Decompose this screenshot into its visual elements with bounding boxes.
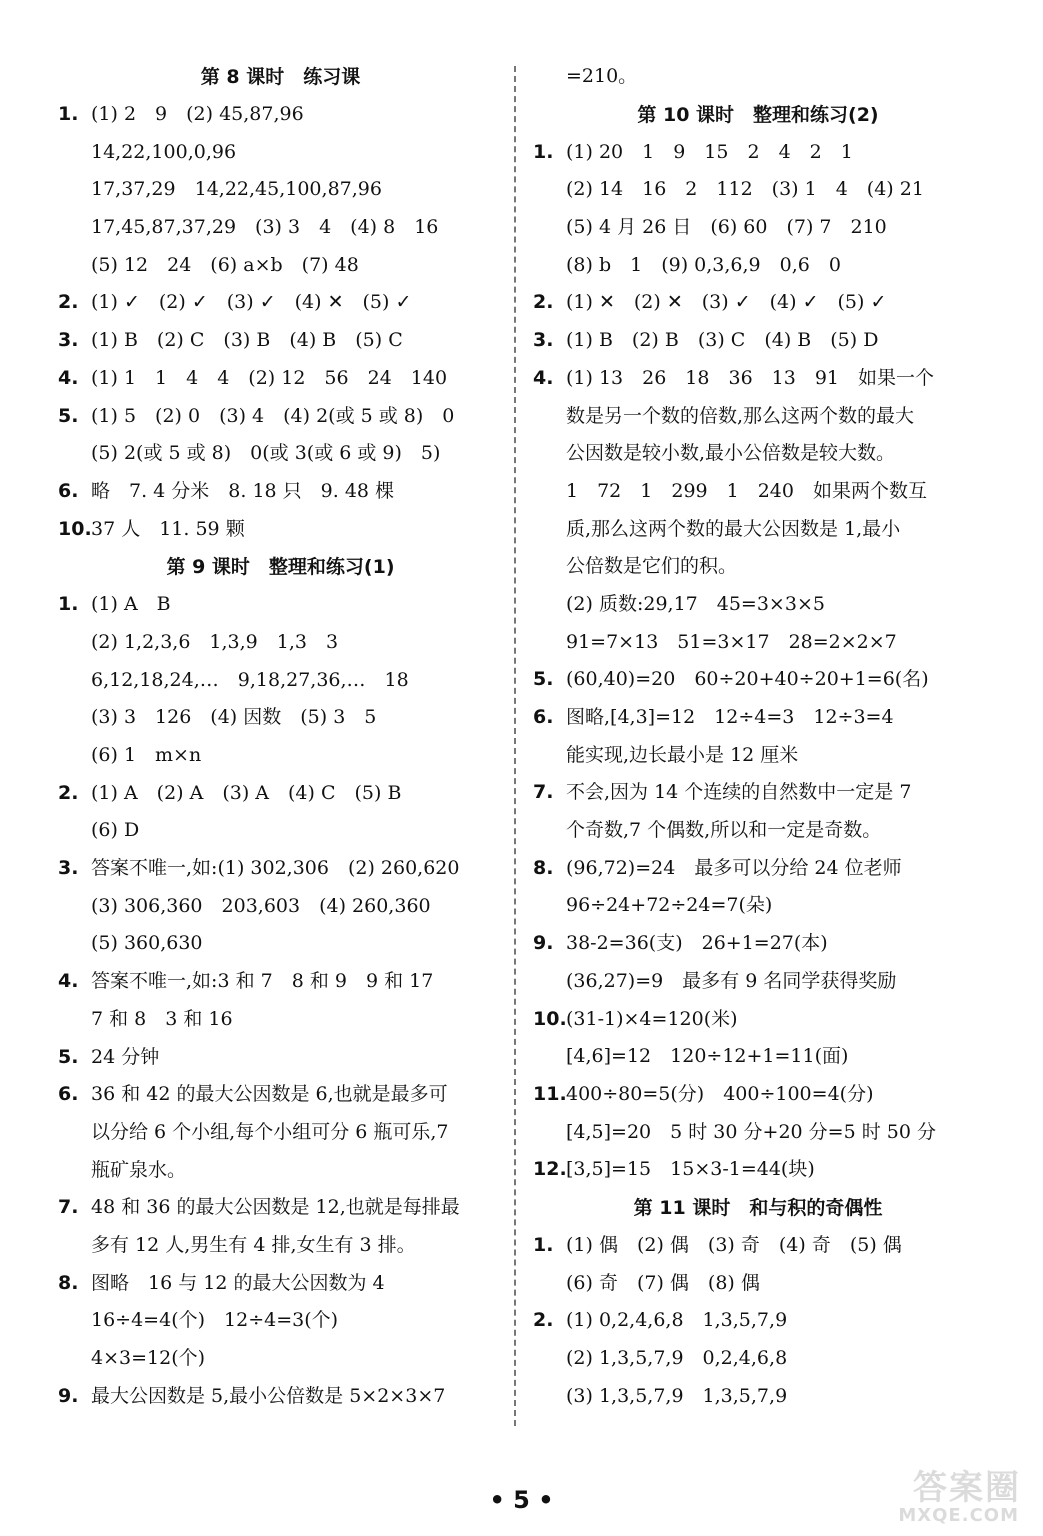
watermark-logo [854, 1458, 1029, 1528]
question-number: 9. [58, 1384, 79, 1407]
page-number: • 5 • [489, 1486, 554, 1514]
answer-line [58, 247, 503, 285]
answer-line [533, 209, 983, 247]
question-number: 11. [533, 1082, 567, 1105]
column-divider [514, 66, 516, 1426]
answer-line [533, 1302, 983, 1340]
answer-text: 4×3=12(个) [91, 1347, 206, 1369]
answer-text: (5) 360,630 [91, 932, 203, 955]
answer-text: (5) 4 月 26 日 (6) 60 (7) 7 210 [566, 216, 887, 239]
answer-text: 答案不唯一,如:3 和 7 8 和 9 9 和 17 [91, 970, 434, 993]
question-number: 6. [58, 1083, 79, 1106]
answer-text: 最大公因数是 5,最小公倍数是 5×2×3×7 [91, 1384, 446, 1407]
answer-line [58, 925, 503, 963]
watermark-url: MXQE.COM [898, 1505, 1019, 1526]
section-heading: 第 8 课时 练习课 [200, 66, 361, 88]
answer-line [58, 1189, 503, 1227]
question-number: 10. [58, 517, 92, 540]
question-number: 1. [533, 140, 554, 163]
answer-line [58, 322, 503, 360]
answer-text: 17,37,29 14,22,45,100,87,96 [91, 178, 382, 201]
answer-text: (8) b 1 (9) 0,3,6,9 0,6 0 [566, 253, 841, 276]
answer-line [533, 1151, 983, 1189]
question-number: 12. [533, 1158, 567, 1181]
question-number: 2. [533, 291, 554, 314]
answer-line [58, 435, 503, 473]
answer-line [58, 360, 503, 398]
answer-line [533, 586, 983, 624]
answer-line [533, 925, 983, 963]
answer-text: 37 人 11. 59 颗 [91, 517, 245, 540]
answer-line [58, 850, 503, 888]
question-number: 5. [58, 404, 79, 427]
answer-line [533, 699, 983, 737]
answer-text: 图略,[4,3]=12 12÷4=3 12÷3=4 [566, 706, 894, 728]
answer-line [533, 661, 983, 699]
answer-line [533, 171, 983, 209]
answer-text: (1) ✓ (2) ✓ (3) ✓ (4) ✕ (5) ✓ [91, 291, 412, 314]
question-number: 7. [533, 781, 554, 804]
answer-line [533, 963, 983, 1001]
answer-text: 91=7×13 51=3×17 28=2×2×7 [566, 630, 897, 653]
answer-text: 6,12,18,24,… 9,18,27,36,… 18 [91, 668, 409, 691]
answer-text: 24 分钟 [91, 1045, 160, 1068]
answer-line [533, 548, 983, 586]
answer-line [533, 58, 983, 96]
answer-text: [4,6]=12 120÷12+1=11(面) [566, 1045, 849, 1068]
answer-text: 多有 12 人,男生有 4 排,女生有 3 排。 [91, 1233, 416, 1256]
answer-text: (1) 20 1 9 15 2 4 2 1 [566, 140, 853, 163]
answer-line [58, 624, 503, 662]
answer-text: (1) 13 26 18 36 13 91 如果一个 [566, 366, 935, 389]
question-number: 2. [58, 291, 79, 314]
answer-text: =210。 [566, 65, 638, 87]
answer-text: [3,5]=15 15×3-1=44(块) [566, 1158, 815, 1181]
answer-text: 96÷24+72÷24=7(朵) [566, 894, 773, 917]
answer-text: (5) 12 24 (6) a×b (7) 48 [91, 253, 359, 276]
question-number: 9. [533, 932, 554, 955]
answer-line [533, 247, 983, 285]
answer-line [58, 586, 503, 624]
answer-text: (6) 1 m×n [91, 744, 202, 766]
answer-line [533, 473, 983, 511]
answer-line [533, 624, 983, 662]
answer-line [58, 1152, 503, 1190]
answer-text: (1) A B [91, 593, 171, 616]
answer-text: 答案不唯一,如:(1) 302,306 (2) 260,620 [91, 857, 460, 880]
answer-line [533, 1001, 983, 1039]
question-number: 7. [58, 1196, 79, 1219]
section-heading: 第 9 课时 整理和练习(1) [166, 556, 395, 579]
answer-line [58, 1378, 503, 1416]
answer-text: 质,那么这两个数的最大公因数是 1,最小 [566, 517, 901, 540]
answer-text: 400÷80=5(分) 400÷100=4(分) [566, 1082, 874, 1105]
section-heading: 第 10 课时 整理和练习(2) [637, 103, 879, 126]
answer-line [533, 1227, 983, 1265]
answer-line [58, 1001, 503, 1039]
answer-line [533, 887, 983, 925]
answer-line [533, 511, 983, 549]
answer-text: (1) A (2) A (3) A (4) C (5) B [91, 781, 402, 804]
question-number: 2. [58, 781, 79, 804]
question-number: 5. [58, 1045, 79, 1068]
answer-text: (2) 1,2,3,6 1,3,9 1,3 3 [91, 630, 339, 653]
answer-line [58, 1076, 503, 1114]
answer-text: (2) 质数:29,17 45=3×3×5 [566, 592, 825, 615]
answer-text: 36 和 42 的最大公因数是 6,也就是最多可 [91, 1083, 448, 1106]
answer-line [58, 775, 503, 813]
answer-text: (1) 0,2,4,6,8 1,3,5,7,9 [566, 1309, 788, 1332]
answer-text: (1) B (2) B (3) C (4) B (5) D [566, 329, 879, 352]
answer-line [58, 134, 503, 172]
answer-line [58, 473, 503, 511]
question-number: 6. [533, 706, 554, 728]
answer-text: (36,27)=9 最多有 9 名同学获得奖励 [566, 969, 897, 992]
question-number: 1. [533, 1233, 554, 1256]
answer-text: (3) 3 126 (4) 因数 (5) 3 5 [91, 706, 377, 729]
answer-line [58, 171, 503, 209]
answer-text: 16÷4=4(个) 12÷4=3(个) [91, 1309, 339, 1332]
answer-text: (60,40)=20 60÷20+40÷20+1=6(名) [566, 668, 929, 691]
answer-line [58, 888, 503, 926]
question-number: 1. [58, 103, 79, 125]
answer-text: (1) ✕ (2) ✕ (3) ✓ (4) ✓ (5) ✓ [566, 291, 887, 314]
right-column [533, 58, 983, 1415]
answer-line [58, 1302, 503, 1340]
answer-line [58, 1227, 503, 1265]
answer-text: 数是另一个数的倍数,那么这两个数的最大 [566, 404, 915, 427]
answer-text: (96,72)=24 最多可以分给 24 位老师 [566, 856, 902, 879]
answer-line [533, 1265, 983, 1303]
answer-text: (5) 2(或 5 或 8) 0(或 3(或 6 或 9) 5) [91, 442, 441, 465]
answer-text: (1) B (2) C (3) B (4) B (5) C [91, 329, 403, 352]
answer-text: (1) 偶 (2) 偶 (3) 奇 (4) 奇 (5) 偶 [566, 1233, 902, 1256]
answer-line [533, 1340, 983, 1378]
question-number: 8. [58, 1271, 79, 1294]
answer-text: 公倍数是它们的积。 [566, 555, 738, 578]
answer-text: 17,45,87,37,29 (3) 3 4 (4) 8 16 [91, 216, 439, 239]
answer-text: (3) 1,3,5,7,9 1,3,5,7,9 [566, 1384, 788, 1407]
watermark-text: 答案圈 [913, 1468, 1021, 1508]
answer-text: [4,5]=20 5 时 30 分+20 分=5 时 50 分 [566, 1120, 936, 1143]
question-number: 8. [533, 856, 554, 879]
answer-line [533, 1378, 983, 1416]
answer-line [58, 963, 503, 1001]
answer-line [58, 1114, 503, 1152]
answer-text: 48 和 36 的最大公因数是 12,也就是每排最 [91, 1196, 460, 1219]
question-number: 4. [58, 970, 79, 993]
answer-text: (6) 奇 (7) 偶 (8) 偶 [566, 1271, 760, 1294]
question-number: 10. [533, 1007, 567, 1030]
answer-text: 不会,因为 14 个连续的自然数中一定是 7 [566, 781, 912, 804]
answer-text: 图略 16 与 12 的最大公因数为 4 [91, 1271, 385, 1294]
answer-text: 14,22,100,0,96 [91, 140, 237, 163]
question-number: 3. [533, 329, 554, 352]
answer-text: 略 7. 4 分米 8. 18 只 9. 48 棵 [91, 479, 395, 502]
question-number: 5. [533, 668, 554, 691]
answer-line [533, 398, 983, 436]
answer-text: (1) 5 (2) 0 (3) 4 (4) 2(或 5 或 8) 0 [91, 404, 455, 427]
answer-text: 能实现,边长最小是 12 厘米 [566, 743, 799, 766]
answer-text: (2) 14 16 2 112 (3) 1 4 (4) 21 [566, 178, 924, 201]
question-number: 1. [58, 593, 79, 616]
answer-text: (6) D [91, 819, 140, 842]
answer-line [533, 737, 983, 775]
question-number: 4. [533, 366, 554, 389]
answer-line [533, 360, 983, 398]
answer-line [58, 699, 503, 737]
answer-line [58, 812, 503, 850]
left-column [58, 58, 503, 1415]
answer-text: (2) 1,3,5,7,9 0,2,4,6,8 [566, 1347, 788, 1369]
answer-line [58, 1039, 503, 1077]
question-number: 4. [58, 366, 79, 389]
answer-line [533, 1076, 983, 1114]
answer-line [533, 322, 983, 360]
answer-line [58, 511, 503, 549]
answer-text: (31-1)×4=120(米) [566, 1007, 738, 1030]
question-number: 2. [533, 1309, 554, 1332]
answer-text: 以分给 6 个小组,每个小组可分 6 瓶可乐,7 [91, 1120, 449, 1143]
answer-line [58, 1265, 503, 1303]
answer-text: 1 72 1 299 1 240 如果两个数互 [566, 479, 927, 502]
answer-text: 7 和 8 3 和 16 [91, 1007, 233, 1030]
answer-text: (1) 2 9 (2) 45,87,96 [91, 103, 304, 125]
answer-line [533, 1114, 983, 1152]
answer-line [58, 398, 503, 436]
answer-text: 个奇数,7 个偶数,所以和一定是奇数。 [566, 819, 882, 842]
answer-line [533, 1038, 983, 1076]
answer-line [533, 774, 983, 812]
answer-line [58, 284, 503, 322]
answer-line [533, 284, 983, 322]
answer-line [533, 812, 983, 850]
question-number: 3. [58, 329, 79, 352]
answer-line [58, 209, 503, 247]
section-heading: 第 11 课时 和与积的奇偶性 [633, 1196, 883, 1219]
answer-line [58, 96, 503, 134]
answer-line [533, 850, 983, 888]
answer-text: (1) 1 1 4 4 (2) 12 56 24 140 [91, 366, 448, 389]
answer-line [58, 1340, 503, 1378]
answer-line [533, 134, 983, 172]
answer-text: 38-2=36(支) 26+1=27(本) [566, 932, 828, 955]
answer-text: 瓶矿泉水。 [91, 1158, 187, 1181]
question-number: 3. [58, 857, 79, 880]
question-number: 6. [58, 479, 79, 502]
answer-line [58, 737, 503, 775]
answer-text: (3) 306,360 203,603 (4) 260,360 [91, 894, 431, 917]
answer-text: 公因数是较小数,最小公倍数是较大数。 [566, 442, 896, 465]
answer-line [533, 435, 983, 473]
answer-line [58, 662, 503, 700]
